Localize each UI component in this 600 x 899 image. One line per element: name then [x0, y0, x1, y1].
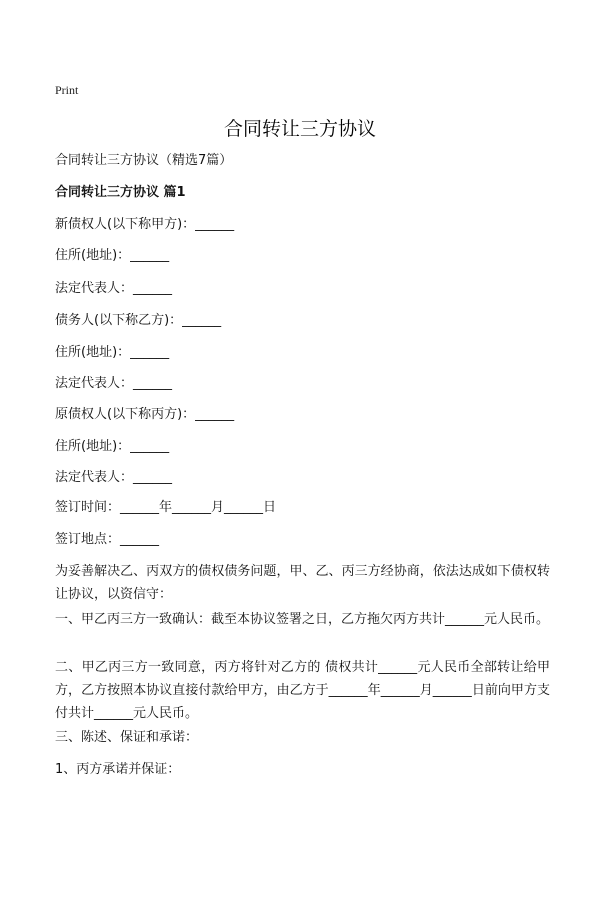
paragraph-clause-2: 二、甲乙丙三方一致同意，丙方将针对乙方的 债权共计______元人民币全部转让给甲方，乙方按照本协议直接付款给甲方，由乙方于______年______月______日前向甲方支付共计______元人民币。 — [55, 660, 550, 721]
field-legal-representative: 法定代表人：______ — [55, 376, 173, 391]
document-title: 合同转让三方协议 — [223, 118, 376, 140]
paragraph-clause-3-heading: 三、陈述、保证和承诺： — [55, 730, 199, 745]
field-signing-date: 签订时间：______年______月______日 — [55, 500, 277, 515]
field-address: 住所(地址)：______ — [55, 345, 170, 360]
paragraph-clause-1: 一、甲乙丙三方一致确认：截至本协议签署之日，乙方拖欠丙方共计______元人民币。 — [55, 612, 550, 627]
section-heading: 合同转让三方协议 篇1 — [55, 185, 186, 200]
field-legal-representative: 法定代表人：______ — [55, 281, 173, 296]
document-subtitle: 合同转让三方协议（精选7篇） — [55, 153, 233, 168]
print-label: Print — [55, 83, 79, 97]
paragraph-preamble: 为妥善解决乙、丙双方的债权债务问题，甲、乙、丙三方经协商，依法达成如下债权转让协议，以资信守： — [55, 564, 550, 602]
field-address: 住所(地址)：______ — [55, 439, 170, 454]
field-legal-representative: 法定代表人：______ — [55, 470, 173, 485]
field-original-creditor: 原债权人(以下称丙方)：______ — [55, 407, 235, 422]
field-debtor: 债务人(以下称乙方)：______ — [55, 313, 222, 328]
paragraph-clause-3-item-1: 1、丙方承诺并保证： — [55, 762, 181, 777]
field-new-creditor: 新债权人(以下称甲方)：______ — [55, 217, 235, 232]
field-signing-place: 签订地点：______ — [55, 532, 160, 547]
field-address: 住所(地址)：______ — [55, 248, 170, 263]
